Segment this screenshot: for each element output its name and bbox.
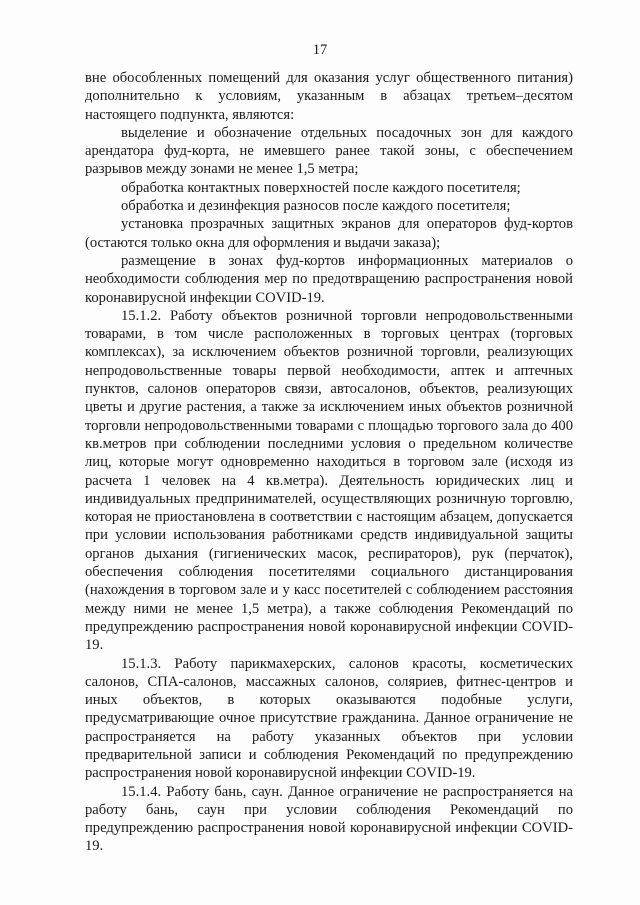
page-number: 17 [312, 42, 328, 58]
paragraph: обработка и дезинфекция разносов после каждого посетителя; [121, 198, 511, 215]
paragraph: вне обособленных помещений для оказания услуг общественного питания) дополнительно к условиям, указанным в абзацах третьем–десятом настоящего подпункта, являются: [85, 70, 573, 123]
paragraph: 15.1.3. Работу парикмахерских, салонов красоты, косметических салонов, СПА-салонов, массажных салонов, соляриев, фитнес-центров и иных объектов, в которых оказываются подобные услуги, предусматривающие очное присутствие гражданина. Данное ограничение не распространяется на работу указанных объектов при условии предварительной записи и соблюдения Рекомендаций по предупреждению распространения новой коронавирусной инфекции COVID-19. [85, 655, 573, 782]
paragraph: размещение в зонах фуд-кортов информационных материалов о необходимости соблюдения мер по предотвращению распространения новой коронавирусной инфекции COVID-19. [85, 252, 573, 306]
paragraph: 15.1.2. Работу объектов розничной торговли непродовольственными товарами, в том числе расположенных в торговых центрах (торговых комплексах), за исключением объектов розничной торговли, реализующих непродовольственные товары первой необходимости, аптек и аптечных пунктов, салонов операторов связи, автосалонов, объектов, реализующих цветы и другие растения, а также за исключением иных объектов розничной торговли непродовольственными товарами с площадью торгового зала до 400 кв.метров при соблюдении последними условия о предельном количестве лиц, которые могут одновременно находиться в торговом зале (исходя из расчета 1 человек на 4 кв.метра). Деятельность юридических лиц и индивидуальных предпринимателей, осуществляющих розничную торговлю, которая не приостановлена в соответствии с настоящим абзацем, допускается при условии использования работниками средств индивидуальной защиты органов дыхания (гигиенических масок, респираторов), рук (перчаток), обеспечения соблюдения посетителями социального дистанцирования (нахождения в торговом зале и у касс посетителей с соблюдением расстояния между ними не менее 1,5 метра), а также соблюдения Рекомендаций по предупреждению распространения новой коронавирусной инфекции COVID-19. [85, 307, 573, 654]
paragraph: обработка контактных поверхностей после каждого посетителя; [121, 179, 521, 196]
paragraph: 15.1.4. Работу бань, саун. Данное ограничение не распространяется на работу бань, саун при условии соблюдения Рекомендаций по предупреждению распространения новой коронавирусной инфекции COVID-19. [85, 783, 573, 855]
paragraph: выделение и обозначение отдельных посадочных зон для каждого арендатора фуд-корта, не имевшего ранее такой зоны, с обеспечением разрывов между зонами не менее 1,5 метра; [85, 124, 573, 178]
document-body [85, 69, 573, 856]
paragraph: установка прозрачных защитных экранов для операторов фуд-кортов (остаются только окна для оформления и выдачи заказа); [85, 216, 573, 251]
